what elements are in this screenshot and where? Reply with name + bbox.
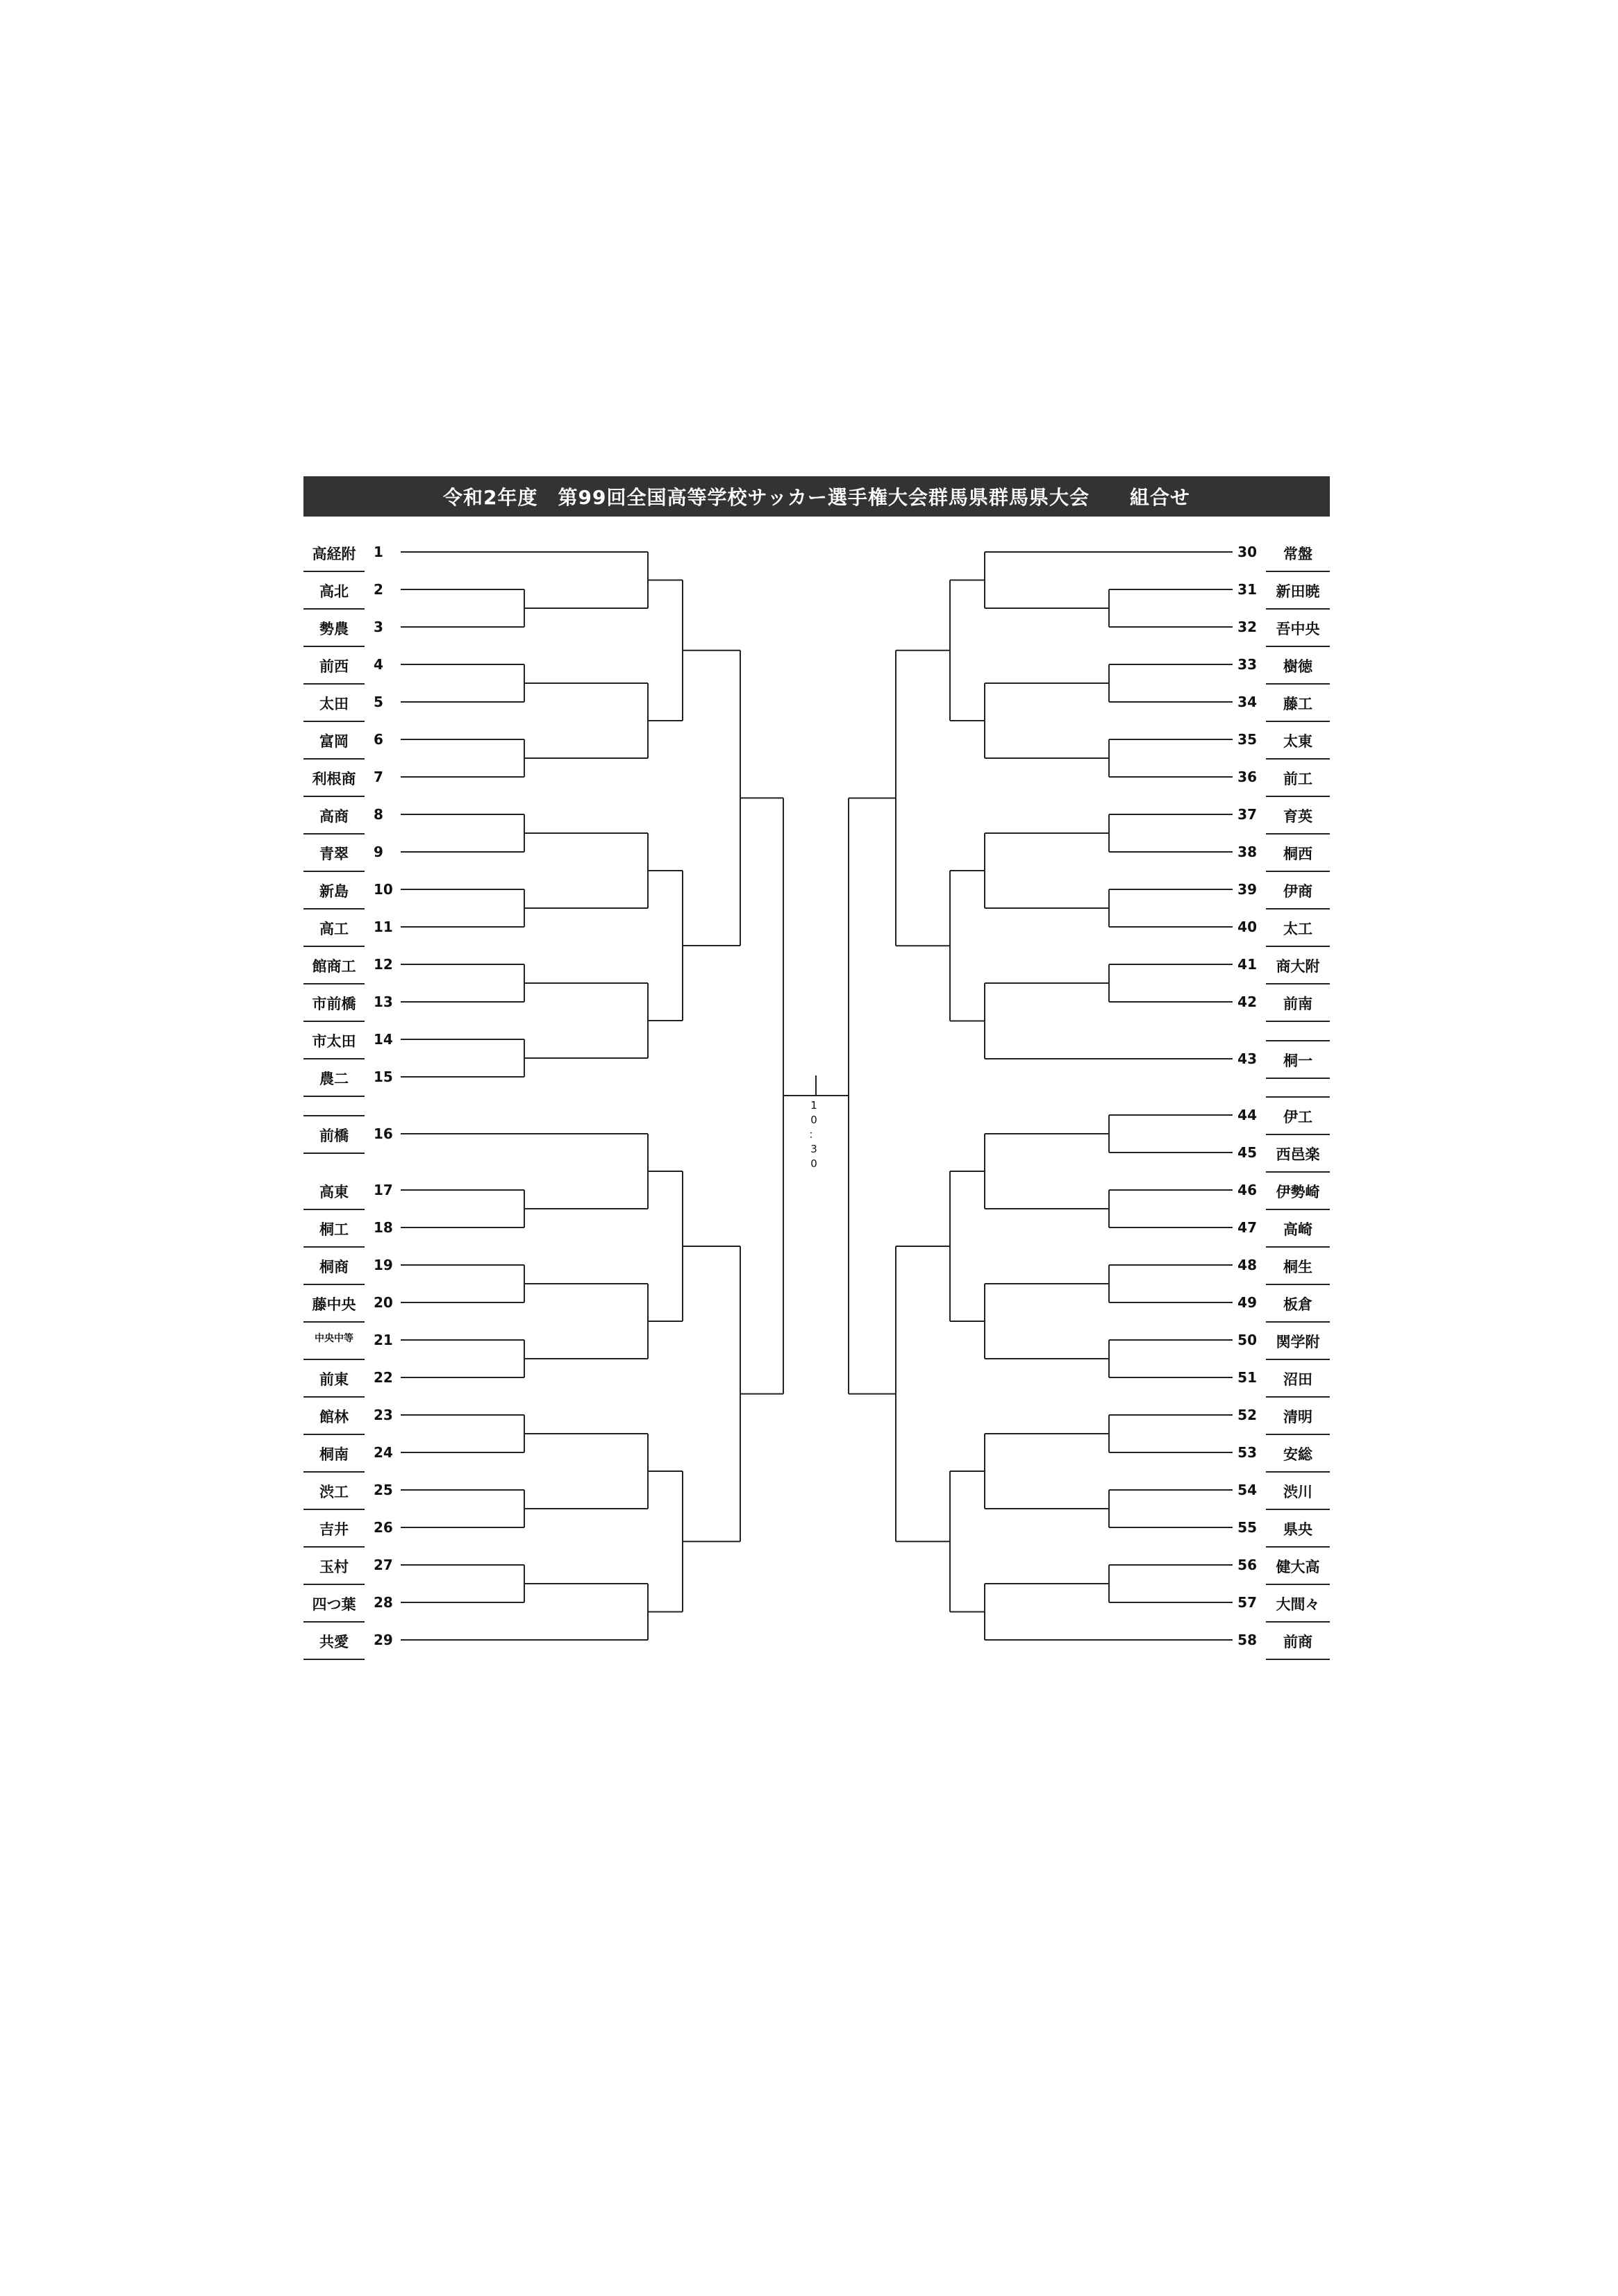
team-name: 高東 [319,1184,349,1200]
seed-number: 13 [374,994,393,1010]
team-name: 市太田 [312,1033,356,1050]
seed-number: 53 [1237,1444,1257,1461]
team-name: 太田 [319,696,349,712]
seed-number: 29 [374,1632,393,1648]
seed-number: 18 [374,1219,393,1236]
team-name: 健大高 [1276,1559,1320,1575]
team-name: 伊商 [1283,883,1312,900]
seed-number: 46 [1237,1182,1257,1198]
team-name: 高崎 [1283,1221,1312,1238]
seed-number: 58 [1237,1632,1257,1648]
team-name: 前橋 [319,1128,349,1144]
seed-number: 16 [374,1125,393,1142]
team-name: 桐工 [319,1221,349,1238]
seed-number: 12 [374,956,393,973]
seed-number: 2 [374,581,383,598]
team-name: 太工 [1283,921,1312,937]
seed-number: 32 [1237,619,1257,635]
seed-number: 50 [1237,1332,1257,1348]
team-name: 桐南 [319,1446,349,1463]
team-name: 前南 [1283,996,1312,1012]
team-name: 大間々 [1276,1596,1320,1613]
team-name: 館林 [319,1409,349,1425]
seed-number: 21 [374,1332,393,1348]
team-name: 清明 [1283,1409,1312,1425]
team-name: 西邑楽 [1276,1146,1320,1163]
team-name: 富岡 [319,733,349,750]
seed-number: 30 [1237,544,1257,560]
team-name: 渋川 [1283,1484,1312,1500]
seed-number: 6 [374,731,383,748]
team-name: 勢農 [319,621,349,637]
team-name: 前工 [1283,771,1312,787]
seed-number: 36 [1237,769,1257,785]
seed-number: 15 [374,1069,393,1085]
team-name: 安総 [1283,1446,1312,1463]
team-name: 農二 [319,1071,349,1087]
seed-number: 20 [374,1294,393,1311]
seed-number: 34 [1237,694,1257,710]
seed-number: 42 [1237,994,1257,1010]
team-name: 青翠 [319,846,349,862]
time-char: ： [808,1128,819,1141]
seed-number: 28 [374,1594,393,1611]
seed-number: 57 [1237,1594,1257,1611]
team-name: 関学附 [1276,1334,1320,1350]
seed-number: 5 [374,694,383,710]
seed-number: 8 [374,806,383,823]
seed-number: 41 [1237,956,1257,973]
team-name: 板倉 [1283,1296,1312,1313]
seed-number: 44 [1237,1107,1257,1123]
team-name: 館商工 [312,958,356,975]
team-name: 伊勢崎 [1276,1184,1320,1200]
team-name: 高工 [319,921,349,937]
seed-number: 14 [374,1031,393,1048]
team-name: 高北 [319,583,349,600]
seed-number: 33 [1237,656,1257,673]
page-title: 令和2年度 第99回全国高等学校サッカー選手権大会群馬県群馬県大会 組合せ [303,476,1330,517]
seed-number: 11 [374,919,393,935]
seed-number: 3 [374,619,383,635]
team-name: 市前橋 [312,996,356,1012]
seed-number: 24 [374,1444,393,1461]
team-name: 桐生 [1283,1259,1312,1275]
time-char: 0 [810,1114,817,1126]
team-name: 桐西 [1283,846,1312,862]
seed-number: 51 [1237,1369,1257,1386]
seed-number: 31 [1237,581,1257,598]
time-char: 3 [810,1143,817,1155]
team-name: 伊工 [1283,1109,1312,1125]
seed-number: 22 [374,1369,393,1386]
seed-number: 1 [374,544,383,560]
team-name: 新田暁 [1276,583,1320,600]
seed-number: 10 [374,881,393,898]
team-name: 藤中央 [312,1296,356,1313]
seed-number: 19 [374,1257,393,1273]
team-name: 樹徳 [1283,658,1312,675]
team-name: 商大附 [1276,958,1320,975]
team-name: 県央 [1283,1521,1312,1538]
seed-number: 45 [1237,1144,1257,1161]
time-char: 0 [810,1157,817,1170]
seed-number: 35 [1237,731,1257,748]
team-name: 藤工 [1283,696,1312,712]
team-name: 共愛 [319,1634,349,1650]
team-name: 渋工 [319,1484,349,1500]
seed-number: 9 [374,844,383,860]
team-name: 吾中央 [1276,621,1320,637]
team-name: 太東 [1283,733,1312,750]
team-name: 新島 [319,883,349,900]
team-name: 前商 [1283,1634,1312,1650]
seed-number: 38 [1237,844,1257,860]
seed-number: 54 [1237,1482,1257,1498]
team-name: 桐一 [1283,1053,1312,1069]
seed-number: 49 [1237,1294,1257,1311]
seed-number: 23 [374,1407,393,1423]
final-match-time [806,1098,822,1171]
team-name: 前東 [319,1371,349,1388]
seed-number: 40 [1237,919,1257,935]
team-name: 中央中等 [315,1333,353,1344]
seed-number: 52 [1237,1407,1257,1423]
team-name: 吉井 [319,1521,349,1538]
team-name: 高商 [319,808,349,825]
team-name: 高経附 [312,546,356,562]
team-name: 育英 [1283,808,1312,825]
seed-number: 17 [374,1182,393,1198]
team-name: 桐商 [319,1259,349,1275]
seed-number: 39 [1237,881,1257,898]
team-name: 四つ葉 [312,1596,356,1613]
time-char: 1 [810,1099,817,1112]
team-name: 沼田 [1283,1371,1312,1388]
team-name: 前西 [319,658,349,675]
team-name: 玉村 [319,1559,349,1575]
seed-number: 55 [1237,1519,1257,1536]
team-name: 利根商 [312,771,356,787]
seed-number: 4 [374,656,383,673]
seed-number: 7 [374,769,383,785]
seed-number: 37 [1237,806,1257,823]
team-name: 常盤 [1283,546,1312,562]
seed-number: 56 [1237,1557,1257,1573]
seed-number: 25 [374,1482,393,1498]
seed-number: 47 [1237,1219,1257,1236]
seed-number: 43 [1237,1050,1257,1067]
seed-number: 26 [374,1519,393,1536]
seed-number: 27 [374,1557,393,1573]
seed-number: 48 [1237,1257,1257,1273]
